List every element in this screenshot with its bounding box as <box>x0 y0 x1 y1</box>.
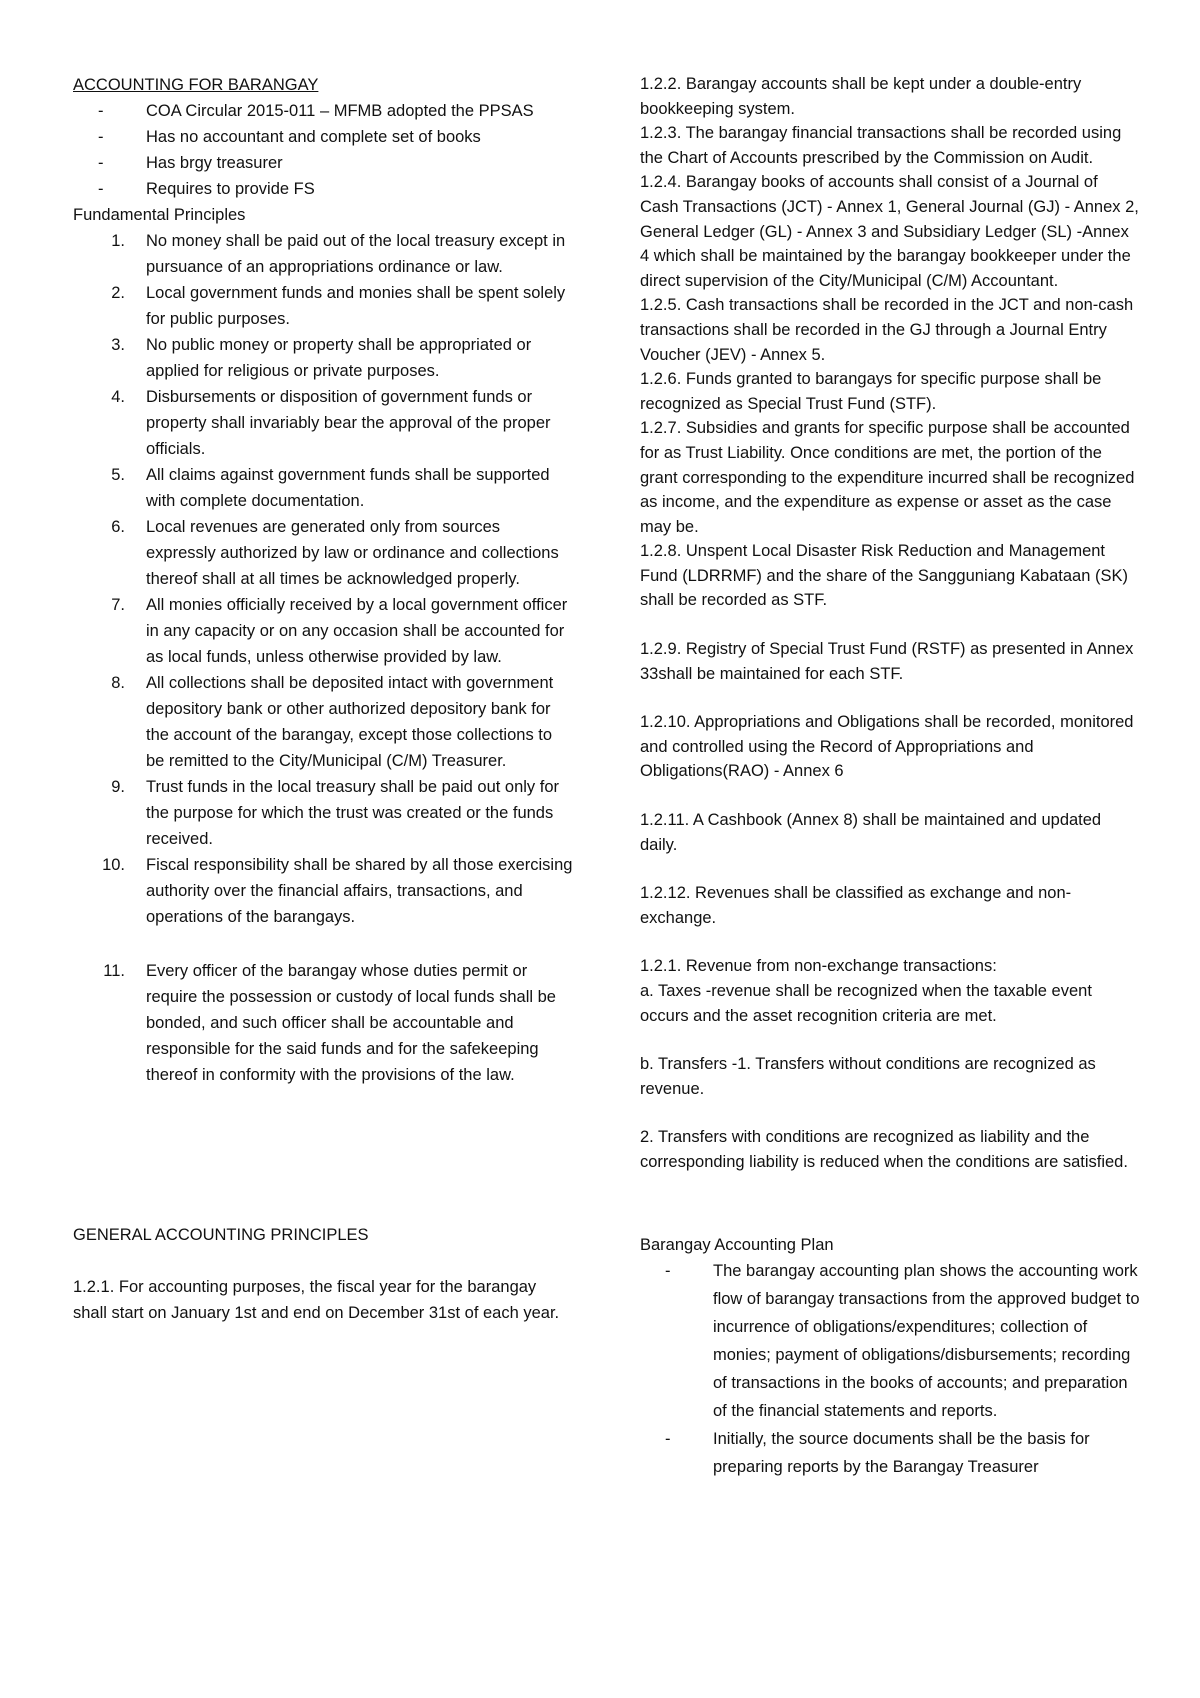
spacer <box>640 1028 1140 1052</box>
paragraph-1-2-5: 1.2.5. Cash transactions shall be recorded in the JCT and non-cash transactions shall be recorded in the GJ through a Journal Entry Voucher (JEV) - Annex 5. <box>640 296 1134 364</box>
principle-item: 4. Disbursements or disposition of government funds or property shall invariably bear the approval of the proper officials. <box>111 388 551 458</box>
paragraph-1-2-6: 1.2.6. Funds granted to barangays for specific purpose shall be recognized as Special Trust Fund (STF). <box>640 370 1102 413</box>
principle-item: 2. Local government funds and monies shall be spent solely for public purposes. <box>111 284 566 328</box>
revenue-transfers: b. Transfers -1. Transfers without conditions are recognized as revenue. <box>640 1055 1096 1098</box>
heading-accounting-for-barangay: ACCOUNTING FOR BARANGAY <box>73 76 319 94</box>
principle-item: 7. All monies officially received by a local government officer in any capacity or on any occasion shall be accounted for as local funds, unless otherwise provided by law. <box>111 596 568 666</box>
bullet-item: - Has brgy treasurer <box>73 150 573 176</box>
right-column <box>640 72 1140 1481</box>
principle-item: 10. Fiscal responsibility shall be shared by all those exercising authority over the financial affairs, transactions, and operations of the barangays. <box>102 856 573 926</box>
plan-bullet-item: - The barangay accounting plan shows the accounting work flow of barangay transactions from the approved budget to incurrence of obligations/expenditures; collection of monies; payment of obligations/disbursements; recording of transactions in the books of accounts; and preparation of the financial statements and reports. <box>640 1257 1140 1425</box>
spacer <box>640 686 1140 710</box>
spacer <box>640 784 1140 808</box>
spacer <box>640 930 1140 954</box>
principle-item: 9. Trust funds in the local treasury shall be paid out only for the purpose for which the trust was created or the funds received. <box>111 778 560 848</box>
principle-item: 1. No money shall be paid out of the local treasury except in pursuance of an appropriations ordinance or law. <box>111 232 566 276</box>
heading-general-accounting-principles: GENERAL ACCOUNTING PRINCIPLES <box>73 1226 369 1244</box>
plan-bullets <box>640 1257 1140 1481</box>
paragraph-1-2-3: 1.2.3. The barangay financial transactions shall be recorded using the Chart of Accounts prescribed by the Commission on Audit. <box>640 124 1122 167</box>
heading-fundamental-principles: Fundamental Principles <box>73 206 246 224</box>
bullet-item: - Requires to provide FS <box>73 176 573 202</box>
bullet-item: - COA Circular 2015-011 – MFMB adopted the PPSAS <box>73 98 573 124</box>
revenue-heading: 1.2.1. Revenue from non-exchange transactions: <box>640 957 997 976</box>
revenue-taxes: a. Taxes -revenue shall be recognized when the taxable event occurs and the asset recognition criteria are met. <box>640 982 1092 1025</box>
heading-barangay-accounting-plan: Barangay Accounting Plan <box>640 1235 834 1254</box>
barangay-bullets <box>73 98 573 202</box>
paragraph-1-2-12: 1.2.12. Revenues shall be classified as exchange and non-exchange. <box>640 884 1072 927</box>
principle-item: 6. Local revenues are generated only from sources expressly authorized by law or ordinance and collections thereof shall at all times be acknowledged properly. <box>111 518 559 588</box>
principle-item: 3. No public money or property shall be appropriated or applied for religious or private purposes. <box>111 336 532 380</box>
paragraph-1-2-10: 1.2.10. Appropriations and Obligations shall be recorded, monitored and controlled using the Record of Appropriations and Obligations(RAO) - Annex 6 <box>640 713 1134 781</box>
left-column <box>73 72 573 1326</box>
spacer <box>640 1101 1140 1125</box>
principle-item: 11. Every officer of the barangay whose duties permit or require the possession or custody of local funds shall be bonded, and such officer shall be accountable and responsible for the said funds and for the safekeeping thereof in conformity with the provisions of the law. <box>103 962 556 1084</box>
bullet-item: - Has no accountant and complete set of books <box>73 124 573 150</box>
principles-list <box>73 228 573 1088</box>
spacer <box>640 857 1140 881</box>
plan-bullet-item: - Initially, the source documents shall be the basis for preparing reports by the Barangay Treasurer <box>640 1425 1140 1481</box>
revenue-transfers-conditions: 2. Transfers with conditions are recognized as liability and the corresponding liability is reduced when the conditions are satisfied. <box>640 1128 1128 1171</box>
principle-item: 5. All claims against government funds shall be supported with complete documentation. <box>111 466 550 510</box>
paragraph-1-2-8: 1.2.8. Unspent Local Disaster Risk Reduction and Management Fund (LDRRMF) and the share of the Sangguniang Kabataan (SK) shall be recorded as STF. <box>640 542 1128 610</box>
paragraph-1-2-9: 1.2.9. Registry of Special Trust Fund (RSTF) as presented in Annex 33shall be maintained for each STF. <box>640 640 1134 683</box>
spacer <box>640 613 1140 637</box>
paragraph-1-2-4: 1.2.4. Barangay books of accounts shall consist of a Journal of Cash Transactions (JCT) - Annex 1, General Journal (GJ) - Annex 2, General Ledger (GL) - Annex 3 and Subsidiary Ledger (SL) -Annex 4 which shall be maintained by the barangay bookkeeper under the direct supervision of the City/Municipal (C/M) Accountant. <box>640 173 1139 290</box>
paragraph-1-2-7: 1.2.7. Subsidies and grants for specific purpose shall be accounted for as Trust Liability. Once conditions are met, the portion of the grant corresponding to the expenditure incurred shall be recognized as income, and the expenditure as expense or asset as the case may be. <box>640 419 1135 536</box>
principle-item: 8. All collections shall be deposited intact with government depository bank or other authorized depository bank for the account of the barangay, except those collections to be remitted to the City/Municipal (C/M) Treasurer. <box>111 674 554 770</box>
paragraph-1-2-1: 1.2.1. For accounting purposes, the fiscal year for the barangay shall start on January 1st and end on December 31st of each year. <box>73 1278 560 1322</box>
paragraph-1-2-2: 1.2.2. Barangay accounts shall be kept under a double-entry bookkeeping system. <box>640 75 1082 118</box>
paragraph-1-2-11: 1.2.11. A Cashbook (Annex 8) shall be maintained and updated daily. <box>640 811 1102 854</box>
